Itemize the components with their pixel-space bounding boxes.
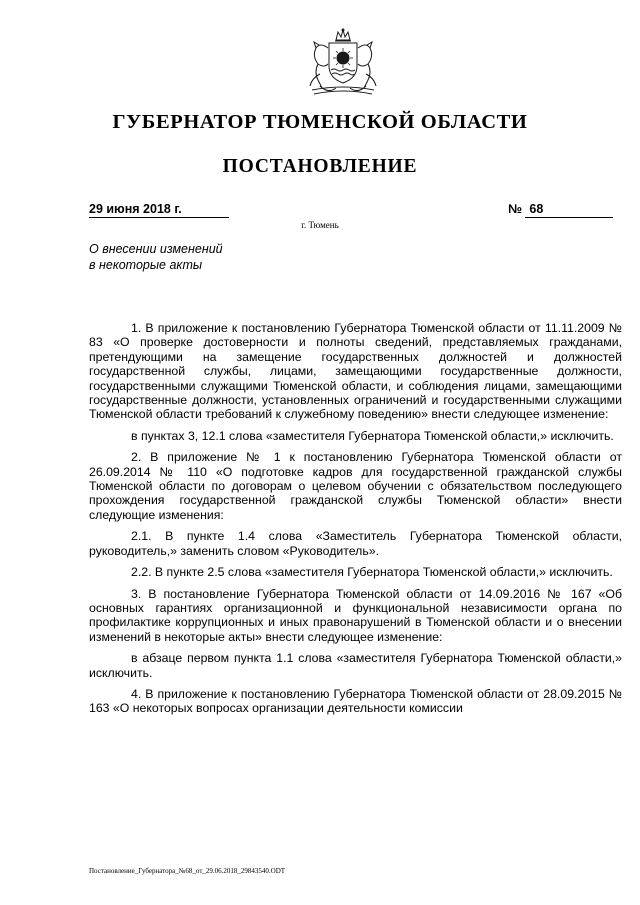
paragraph-2-1: 2.1. В пункте 1.4 слова «Заместитель Губернатора Тюменской области, руководитель,» заменить словом «Руководитель». <box>89 529 622 558</box>
tyumen-coat-of-arms-icon <box>298 28 388 100</box>
paragraph-4: 4. В приложение к постановлению Губернатора Тюменской области от 28.09.2015 № 163 «О некоторых вопросах организации деятельности комиссии <box>89 686 622 716</box>
document-date: 29 июня 2018 г. <box>89 201 229 218</box>
subject-line-1: О внесении изменений <box>89 242 223 256</box>
number-label: № <box>508 202 522 216</box>
subject-line-2: в некоторые акты <box>89 258 203 272</box>
paragraph-3: 3. В постановление Губернатора Тюменской области от 14.09.2016 № 167 «Об основных гарантиях организационной и функциональной независимости органа по профилактике коррупционных и иных правонарушений в Тюменской области и о внесении изменений в некоторые акты» внести следующее изменение: <box>89 586 622 644</box>
issuing-authority: ГУБЕРНАТОР ТЮМЕНСКОЙ ОБЛАСТИ <box>112 111 528 133</box>
document-city: г. Тюмень <box>301 220 339 230</box>
paragraph-2-2: 2.2. В пункте 2.5 слова «заместителя Губернатора Тюменской области,» исключить. <box>131 565 613 580</box>
document-number <box>508 201 621 217</box>
paragraph-2: 2. В приложение № 1 к постановлению Губернатора Тюменской области от 26.09.2014 № 110 «О подготовке кадров для государственной гражданской службы Тюменской области по договорам о целевом обучении с обязательством последующего прохождения государственной гражданской службы Тюменской области» внести следующие изменения: <box>89 450 622 522</box>
paragraph-1: 1. В приложение к постановлению Губернатора Тюменской области от 11.11.2009 № 83 «О проверке достоверности и полноты сведений, представляемых гражданами, претендующими на замещение государственных должностей и должностей государственной службы, лицами, замещающими государственные должности, государственными служащими Тюменской области, и соблюдения лицами, замещающими государственные должности, установленных ограничений и государственными служащими Тюменской области требований к служебному поведению» внести следующее изменение: <box>89 321 622 422</box>
footer-filename: Постановление_Губернатора_№68_от_29.06.2018_29843540.ODT <box>89 867 286 875</box>
document-subject <box>89 241 349 273</box>
document-type-title: ПОСТАНОВЛЕНИЕ <box>222 156 418 177</box>
paragraph-3-amendment: в абзаце первом пункта 1.1 слова «заместителя Губернатора Тюменской области,» исключить. <box>89 651 622 680</box>
document-body <box>89 321 622 723</box>
paragraph-1-amendment: в пунктах 3, 12.1 слова «заместителя Губернатора Тюменской области,» исключить. <box>131 428 614 443</box>
number-value: 68 <box>525 201 613 218</box>
